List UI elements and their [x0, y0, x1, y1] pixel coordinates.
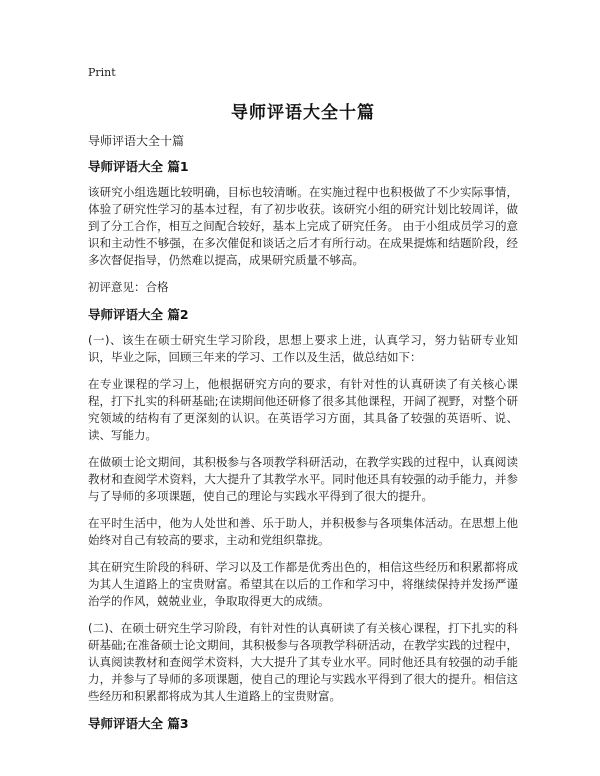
paragraph: (二)、在硕士研究生学习阶段，有针对性的认真研读了有关核心课程，打下扎实的科研基础;在准备硕士论文期间，其积极参与各项教学科研活动，在教学实践的过程中，认真阅读教材和查阅学术资料，大大提升了其专业水平。同时他还具有较强的动手能力，并参与了导师的多项课题，使自己的理论与实践水平得到了很大的提升。相信这些经历和积累都将成为其人生道路上的宝贵财富。 — [88, 621, 518, 703]
section-heading: 导师评语大全 篇1 — [88, 159, 189, 174]
paragraph: 在专业课程的学习上，他根据研究方向的要求，有针对性的认真研读了有关核心课程，打下扎实的科研基础;在读期间他还研修了很多其他课程，开阔了视野，对整个研究领域的结构有了更深刻的认识。在英语学习方面，其具备了较强的英语听、说、读、写能力。 — [88, 377, 518, 442]
document-subtitle: 导师评语大全十篇 — [88, 134, 185, 148]
document-content — [88, 158, 518, 741]
paragraph: 在平时生活中，他为人处世和善、乐于助人，并积极参与各项集体活动。在思想上他始终对自己有较高的要求，主动和党组织靠拢。 — [88, 516, 518, 547]
paragraph: (一)、该生在硕士研究生学习阶段，思想上要求上进，认真学习，努力钻研专业知识，毕业之际，回顾三年来的学习、工作以及生活，做总结如下： — [88, 333, 518, 364]
paragraph: 在做硕士论文期间，其积极参与各项教学科研活动，在教学实践的过程中，认真阅读教材和查阅学术资料，大大提升了其教学水平。同时他还具有较强的动手能力，并参与了导师的多项课题，使自己的理论与实践水平得到了很大的提升。 — [88, 455, 518, 503]
section-heading: 导师评语大全 篇3 — [88, 716, 189, 731]
paragraph: 初评意见：合格 — [88, 280, 169, 294]
paragraph: 其在研究生阶段的科研、学习以及工作都是优秀出色的，相信这些经历和积累都将成为其人生道路上的宝贵财富。希望其在以后的工作和学习中，将继续保持并发扬严谨治学的作风，兢兢业业，争取取得更大的成绩。 — [88, 560, 518, 608]
section-heading: 导师评语大全 篇2 — [88, 307, 189, 322]
document-title: 导师评语大全十篇 — [231, 103, 375, 123]
print-link[interactable]: Print — [88, 66, 116, 79]
paragraph: 该研究小组选题比较明确，目标也较清晰。在实施过程中也积极做了不少实际事情，体验了研究性学习的基本过程，有了初步收获。该研究小组的研究计划比较周详，做到了分工合作，相互之间配合较好，基本上完成了研究任务。 由于小组成员学习的意识和主动性不够强，在多次催促和谈话之后才有所行动。在成果提炼和结题阶段，经多次督促指导，仍然难以提高，成果研究质量不够高。 — [88, 185, 518, 267]
